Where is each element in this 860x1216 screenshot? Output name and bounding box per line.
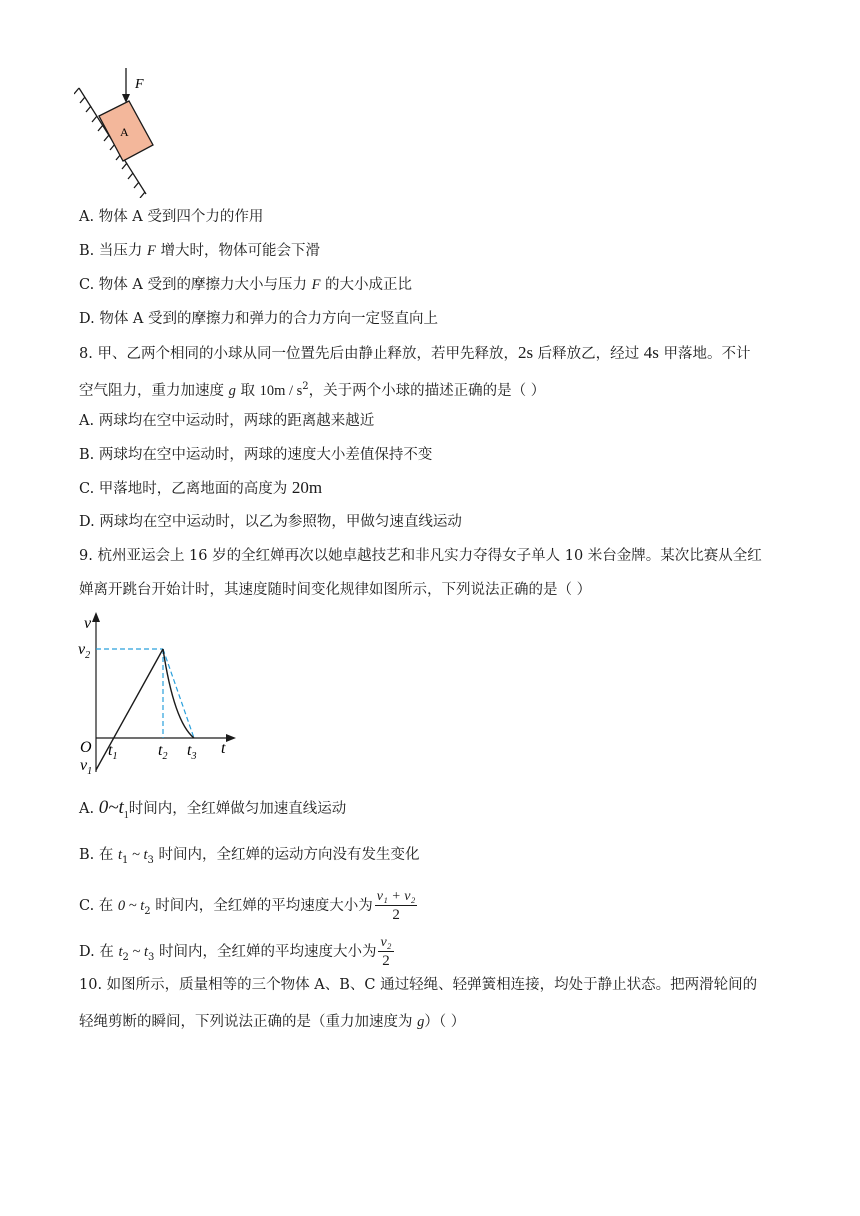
q10-stem-line2: 轻绳剪断的瞬间，下列说法正确的是（重力加速度为 g）（ ） (79, 1014, 466, 1030)
incline-block-figure (74, 66, 164, 198)
q7-option-d: D. 物体 A 受到的摩擦力和弹力的合力方向一定竖直向上 (79, 311, 439, 327)
q8-stem-line1: 8. 甲、乙两个相同的小球从同一位置先后由静止释放，若甲先释放，2s 后释放乙，经过 4s 甲落地。不计 (79, 343, 751, 362)
block-label: A (120, 125, 129, 139)
q8-option-c: C. 甲落地时，乙离地面的高度为 20m (79, 478, 323, 497)
origin-label: O (80, 739, 92, 756)
v2-label: $v_2$ (78, 641, 91, 661)
q9-stem-line1: 9. 杭州亚运会上 16 岁的全红婵再次以她卓越技艺和非凡实力夺得女子单人 10 米台金牌。某次比赛从全红 (79, 548, 762, 564)
t-axis-label: t (221, 740, 226, 757)
t3-label: $t_3$ (187, 742, 197, 762)
q9-option-d: D. 在 $t_2$ ~ $t_3$ 时间内，全红婵的平均速度大小为 $\frac{\text{v₂}}{2}$ (79, 935, 392, 969)
q9-option-c: C. 在 0 ~ $t_2$ 时间内，全红婵的平均速度大小为 $\frac{\text{v₁ + v₂}}{2}$ (79, 889, 416, 923)
t1-label: $t_1$ (108, 742, 118, 762)
q8-option-b: B. 两球均在空中运动时，两球的速度大小差值保持不变 (79, 447, 433, 463)
q8-stem-line2: 空气阻力，重力加速度 g 取 $10m / s^2$，关于两个小球的描述正确的是（ ） (79, 381, 546, 399)
q7-option-c: C. 物体 A 受到的摩擦力大小与压力 F 的大小成正比 (79, 277, 413, 293)
q8-option-a: A. 两球均在空中运动时，两球的距离越来越近 (79, 413, 375, 429)
q9-option-a: A. $0\sim t_1$时间内，全红婵做匀加速直线运动 (79, 797, 347, 821)
v-axis-label: v (84, 615, 92, 632)
q9-stem-line2: 婵离开跳台开始计时，其速度随时间变化规律如图所示，下列说法正确的是（ ） (79, 582, 592, 598)
q9-option-b: B. 在 $t_1$ ~ $t_3$ 时间内，全红婵的运动方向没有发生变化 (79, 847, 420, 866)
velocity-time-graph (76, 612, 246, 774)
q7-option-b: B. 当压力 F 增大时，物体可能会下滑 (79, 243, 320, 259)
linear-decel-line (163, 649, 194, 738)
average-speed-fraction-c: $\frac{\text{v₁ + v₂}}{2}$ (376, 889, 416, 923)
q8-option-d: D. 两球均在空中运动时，以乙为参照物，甲做匀速直线运动 (79, 514, 462, 530)
q7-option-a: A. 物体 A 受到四个力的作用 (79, 209, 264, 225)
v1-label: $v_1$ (80, 757, 93, 774)
q10-stem-line1: 10. 如图所示，质量相等的三个物体 A、B、C 通过轻绳、轻弹簧相连接，均处于静止状态。把两滑轮间的 (79, 977, 758, 993)
force-label: F (135, 77, 144, 92)
average-speed-fraction-d: $\frac{\text{v₂}}{2}$ (380, 935, 392, 969)
velocity-line (96, 649, 163, 770)
t2-label: $t_2$ (158, 742, 168, 762)
